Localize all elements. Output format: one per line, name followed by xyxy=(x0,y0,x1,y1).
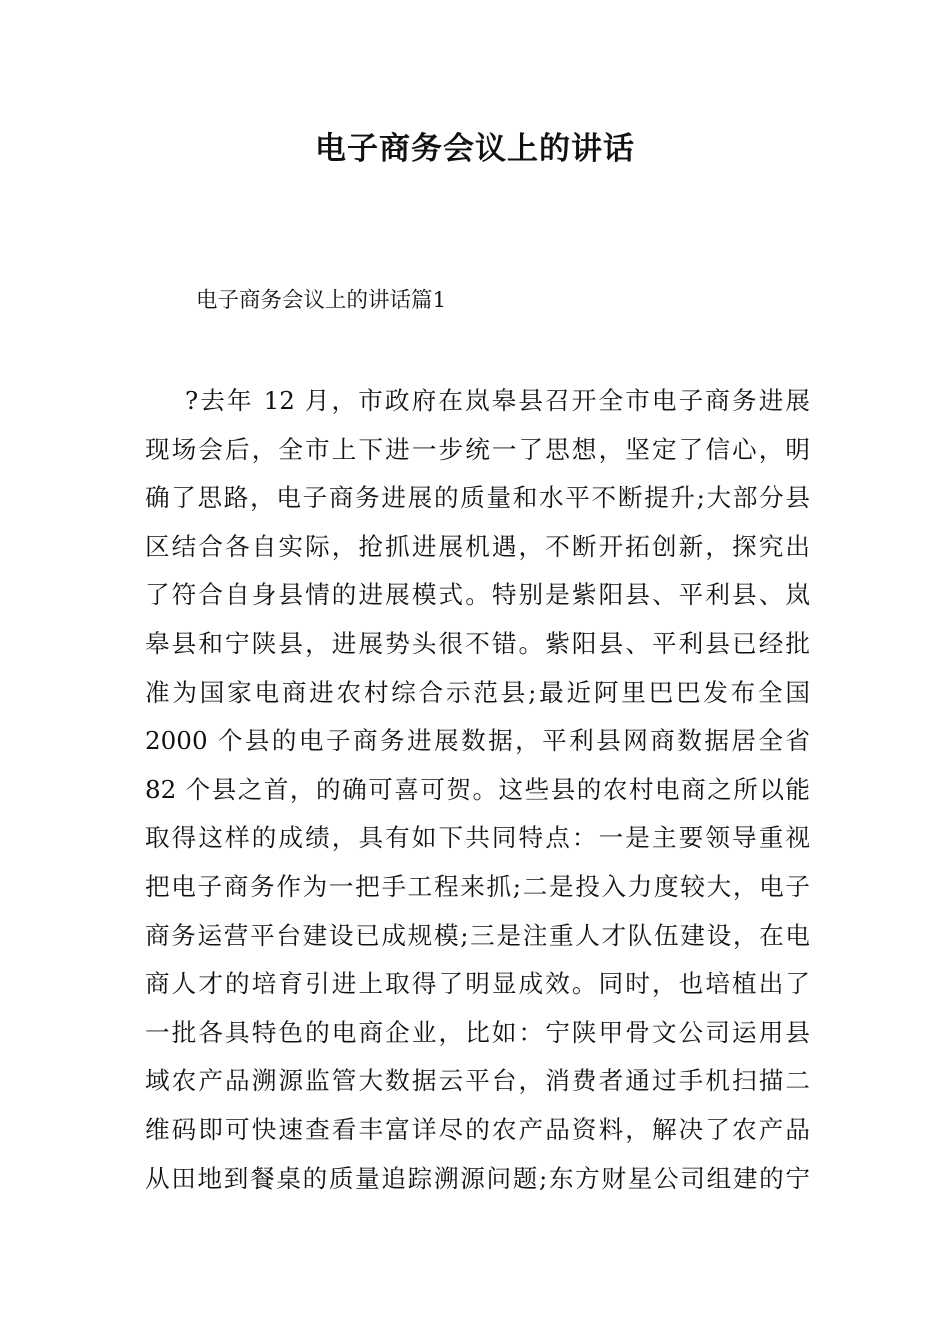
text-line: 取得这样的成绩，具有如下共同特点：一是主要领导重视 xyxy=(145,823,810,853)
text-line: 域农产品溯源监管大数据云平台，消费者通过手机扫描二 xyxy=(145,1066,810,1096)
text-line: 商人才的培育引进上取得了明显成效。同时，也培植出了 xyxy=(145,969,810,999)
text-line: 从田地到餐桌的质量追踪溯源问题;东方财星公司组建的宁 xyxy=(145,1163,810,1193)
text-line: 82 个县之首，的确可喜可贺。这些县的农村电商之所以能 xyxy=(145,774,810,804)
text-line: 区结合各自实际，抢抓进展机遇，不断开拓创新，探究出 xyxy=(145,531,810,561)
text-line: 商务运营平台建设已成规模;三是注重人才队伍建设，在电 xyxy=(145,920,810,950)
text-line: 2000 个县的电子商务进展数据，平利县网商数据居全省 xyxy=(145,726,810,756)
text-line: 皋县和宁陕县，进展势头很不错。紫阳县、平利县已经批 xyxy=(145,628,810,658)
text-line: 把电子商务作为一把手工程来抓;二是投入力度较大，电子 xyxy=(145,871,810,901)
text-line: 维码即可快速查看丰富详尽的农产品资料，解决了农产品 xyxy=(145,1114,810,1144)
text-line: 一批各具特色的电商企业，比如：宁陕甲骨文公司运用县 xyxy=(145,1017,810,1047)
document-title: 电子商务会议上的讲话 xyxy=(315,131,635,167)
text-line: 准为国家电商进农村综合示范县;最近阿里巴巴发布全国 xyxy=(145,677,810,707)
text-line: 现场会后，全市上下进一步统一了思想，坚定了信心，明 xyxy=(145,434,810,464)
text-line: 确了思路，电子商务进展的质量和水平不断提升;大部分县 xyxy=(145,483,810,513)
text-line: ?去年 12 月，市政府在岚皋县召开全市电子商务进展 xyxy=(185,386,810,415)
section-heading: 电子商务会议上的讲话篇1 xyxy=(196,288,447,313)
text-line: 了符合自身县情的进展模式。特别是紫阳县、平利县、岚 xyxy=(145,580,810,610)
body-paragraph xyxy=(145,377,810,1203)
